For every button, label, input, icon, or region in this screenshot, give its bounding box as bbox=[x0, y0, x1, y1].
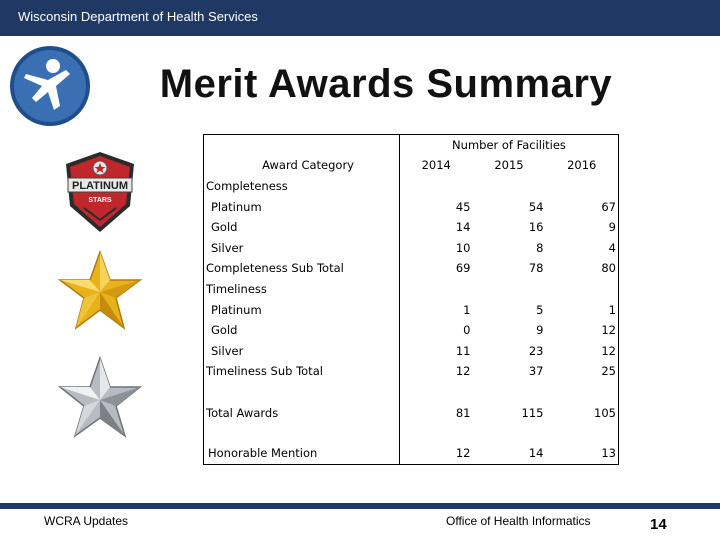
cell-2016: 25 bbox=[601, 364, 616, 379]
cell-2014: 10 bbox=[400, 237, 473, 258]
row-label: Honorable Mention bbox=[208, 446, 318, 461]
row-label: Platinum bbox=[211, 199, 262, 214]
cell-2016 bbox=[546, 279, 619, 300]
cell-2015 bbox=[473, 176, 546, 197]
cell-2015: 16 bbox=[528, 220, 544, 235]
row-label: Silver bbox=[211, 240, 244, 255]
row-label: Timeliness bbox=[206, 281, 267, 296]
table-row bbox=[204, 217, 619, 238]
row-label: Gold bbox=[211, 323, 238, 338]
row-label: Gold bbox=[211, 220, 238, 235]
table-row bbox=[204, 279, 619, 300]
year-header-2016: 2016 bbox=[567, 158, 597, 173]
cell-2016 bbox=[546, 176, 619, 197]
silver-star-icon bbox=[58, 356, 142, 440]
table-row bbox=[204, 402, 619, 423]
row-label: Silver bbox=[211, 343, 244, 358]
cell-2016: 67 bbox=[601, 199, 616, 214]
row-label: Timeliness Sub Total bbox=[206, 364, 323, 379]
cell-2014: 69 bbox=[400, 258, 473, 279]
cell-2014 bbox=[400, 382, 473, 403]
table-header-row-group bbox=[204, 135, 619, 156]
year-header-2014: 2014 bbox=[400, 155, 473, 176]
cell-2015: 54 bbox=[528, 199, 544, 214]
table-row bbox=[204, 320, 619, 341]
page-number: 14 bbox=[650, 516, 667, 533]
cell-2016: 12 bbox=[601, 343, 616, 358]
table-header-row-years bbox=[204, 155, 619, 176]
merit-awards-table bbox=[203, 134, 619, 465]
cell-2014 bbox=[400, 176, 473, 197]
table-row bbox=[204, 196, 619, 217]
cell-2016: 105 bbox=[594, 405, 616, 420]
table-row bbox=[204, 443, 619, 464]
cell-2014: 11 bbox=[400, 340, 473, 361]
cell-2014: 0 bbox=[400, 320, 473, 341]
cell-2014: 45 bbox=[400, 196, 473, 217]
cell-2014: 14 bbox=[400, 217, 473, 238]
row-label bbox=[204, 382, 400, 403]
cell-2014: 81 bbox=[400, 402, 473, 423]
cell-2016: 1 bbox=[608, 302, 616, 317]
row-label: Completeness Sub Total bbox=[206, 261, 344, 276]
bottom-divider bbox=[0, 503, 720, 509]
platinum-badge-icon bbox=[62, 150, 138, 234]
badge-platinum-text: PLATINUM bbox=[71, 180, 129, 192]
cell-2015: 78 bbox=[528, 261, 544, 276]
gold-star-icon bbox=[58, 250, 142, 332]
cell-2015 bbox=[473, 382, 546, 403]
footer-office-text: Office of Health Informatics bbox=[446, 514, 591, 528]
row-label bbox=[204, 423, 400, 444]
row-label: Completeness bbox=[206, 178, 288, 193]
cell-2015: 9 bbox=[536, 323, 544, 338]
cell-2016: 13 bbox=[601, 446, 616, 461]
cell-2016 bbox=[546, 423, 619, 444]
slide-title: Merit Awards Summary bbox=[159, 62, 613, 106]
year-header-2015: 2015 bbox=[494, 158, 524, 173]
footer-left-text: WCRA Updates bbox=[44, 514, 129, 528]
cell-2014 bbox=[400, 423, 473, 444]
award-category-header: Award Category bbox=[262, 158, 354, 173]
cell-2015 bbox=[473, 423, 546, 444]
cell-2015: 23 bbox=[528, 343, 544, 358]
cell-2014: 1 bbox=[400, 299, 473, 320]
cell-2015: 8 bbox=[536, 240, 544, 255]
table-row bbox=[204, 340, 619, 361]
row-label: Total Awards bbox=[206, 405, 279, 420]
cell-2016: 9 bbox=[608, 220, 616, 235]
cell-2016 bbox=[546, 382, 619, 403]
top-banner bbox=[0, 0, 720, 36]
table-header-empty bbox=[204, 135, 400, 156]
cell-2015: 37 bbox=[528, 364, 544, 379]
cell-2014 bbox=[400, 279, 473, 300]
cell-2015: 14 bbox=[528, 446, 544, 461]
cell-2015 bbox=[473, 279, 546, 300]
table-row bbox=[204, 258, 619, 279]
number-of-facilities-header: Number of Facilities bbox=[400, 135, 619, 156]
org-name: Wisconsin Department of Health Services bbox=[18, 9, 258, 24]
cell-2015: 115 bbox=[521, 405, 544, 420]
badge-stars-text: STARS bbox=[88, 197, 112, 204]
table-row bbox=[204, 237, 619, 258]
cell-2014: 12 bbox=[400, 443, 473, 464]
cell-2016: 80 bbox=[601, 261, 616, 276]
row-label: Platinum bbox=[211, 302, 262, 317]
table-row bbox=[204, 299, 619, 320]
table-row-spacer bbox=[204, 423, 619, 444]
cell-2014: 12 bbox=[400, 361, 473, 382]
table-row bbox=[204, 176, 619, 197]
table-row-spacer bbox=[204, 382, 619, 403]
table-row bbox=[204, 361, 619, 382]
cell-2015: 5 bbox=[536, 302, 544, 317]
cell-2016: 12 bbox=[601, 323, 616, 338]
cell-2016: 4 bbox=[608, 240, 616, 255]
